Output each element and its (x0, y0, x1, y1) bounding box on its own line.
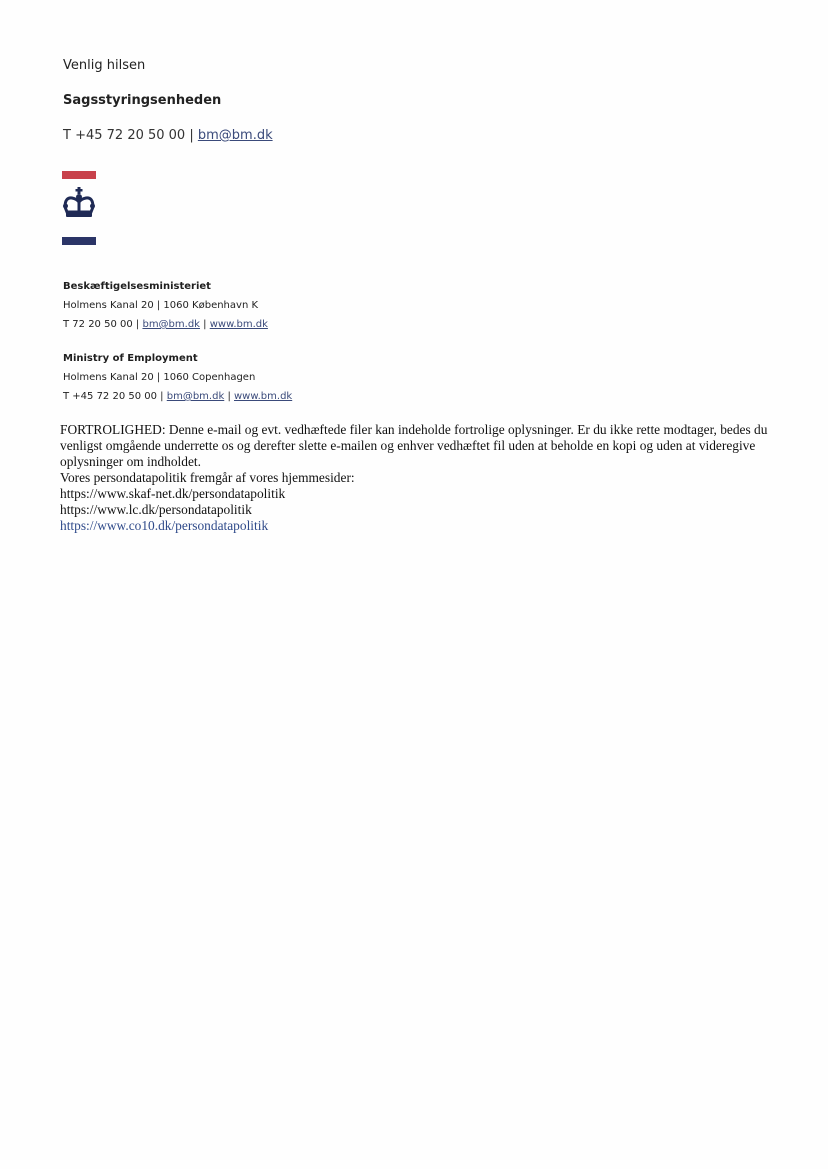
org-block-danish (63, 277, 268, 334)
logo-top-bar (62, 171, 96, 179)
logo-bottom-bar (62, 237, 96, 245)
org-phone: T 72 20 50 00 | (63, 319, 140, 330)
signature-phone: T +45 72 20 50 00 | (63, 128, 194, 143)
org-contact-line (63, 387, 292, 406)
org-email-link[interactable]: bm@bm.dk (166, 391, 225, 402)
confidentiality-notice (60, 422, 775, 534)
privacy-url-co10[interactable]: https://www.co10.dk/persondatapolitik (60, 518, 269, 533)
org-name: Beskæftigelsesministeriet (63, 281, 211, 292)
logo-crown (63, 187, 95, 217)
privacy-url-skaf: https://www.skaf-net.dk/persondatapolitik (60, 486, 286, 501)
org-separator: | (203, 319, 207, 330)
org-website-link[interactable]: www.bm.dk (209, 319, 268, 330)
org-address: Holmens Kanal 20 | 1060 Copenhagen (63, 372, 256, 383)
signature-contact-line (63, 128, 273, 143)
org-email-link[interactable]: bm@bm.dk (142, 319, 200, 330)
org-name: Ministry of Employment (63, 353, 198, 364)
org-address: Holmens Kanal 20 | 1060 København K (63, 300, 259, 311)
crown-icon (61, 171, 97, 247)
signature-email-link[interactable]: bm@bm.dk (197, 128, 273, 143)
org-separator: | (227, 391, 231, 402)
greeting: Venlig hilsen (63, 58, 146, 73)
confidentiality-text: FORTROLIGHED: Denne e-mail og evt. vedhæftede filer kan indeholde fortrolige oplysninger. Er du ikke rette modtager, bedes du venligst omgående underrette os og derefter slette e-mailen og enhver vedhæftet fil uden at beholde en kopi og uden at videregive oplysninger om indholdet. (60, 422, 768, 469)
unit-name: Sagsstyringsenheden (63, 93, 222, 108)
org-phone: T +45 72 20 50 00 | (63, 391, 164, 402)
org-block-english (63, 349, 292, 406)
org-contact-line (63, 315, 268, 334)
privacy-url-lc: https://www.lc.dk/persondatapolitik (60, 502, 252, 517)
privacy-intro: Vores persondatapolitik fremgår af vores hjemmesider: (60, 470, 355, 485)
org-website-link[interactable]: www.bm.dk (234, 391, 293, 402)
